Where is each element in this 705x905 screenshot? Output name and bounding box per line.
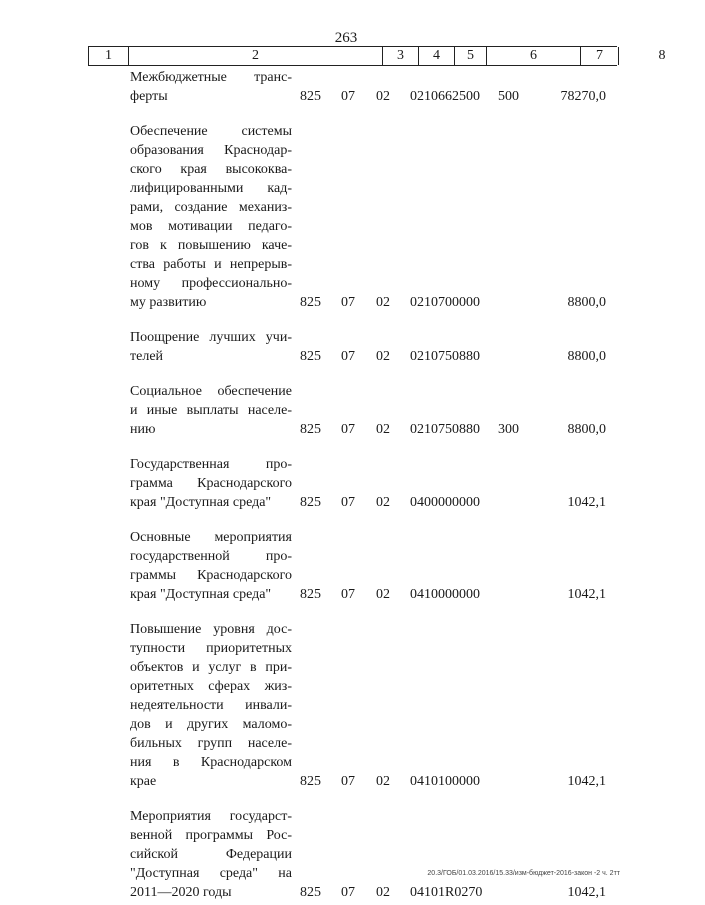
header-col-1: 1 [89, 47, 129, 65]
cell-c3: 825 [300, 885, 321, 900]
cell-c4: 07 [341, 89, 355, 104]
cell-c3: 825 [300, 295, 321, 310]
row-name-line: крае [130, 774, 157, 789]
row-name-line: 2011—2020 годы [130, 885, 232, 900]
row-name-line: лифицированными кад- [130, 181, 292, 196]
cell-c4: 07 [341, 587, 355, 602]
row-name-line: граммы Краснодарского [130, 568, 292, 583]
table-row [0, 328, 640, 366]
cell-c3: 825 [300, 422, 321, 437]
footer-code: 20.3/ГОБ/01.03.2016/15.33/изм-бюджет-2016-закон -2 ч. 2тт [427, 870, 620, 877]
header-col-6: 6 [487, 47, 581, 65]
row-name-line: объектов и услуг в при- [130, 660, 292, 675]
cell-c4: 07 [341, 295, 355, 310]
row-name-line: грамма Краснодарского [130, 476, 292, 491]
row-name-line: ферты [130, 89, 168, 104]
row-name-line: нию [130, 422, 156, 437]
row-name-line: дов и других маломо- [130, 717, 292, 732]
table-row [0, 807, 640, 902]
row-name-line: ства работы и непрерыв- [130, 257, 292, 272]
cell-c3: 825 [300, 89, 321, 104]
row-name-line: ния в Краснодарском [130, 755, 292, 770]
cell-c5: 02 [376, 885, 390, 900]
cell-c4: 07 [341, 774, 355, 789]
row-name-line: недеятельности инвали- [130, 698, 292, 713]
cell-c5: 02 [376, 422, 390, 437]
cell-c5: 02 [376, 495, 390, 510]
table-row [0, 620, 640, 791]
cell-c8: 1042,1 [567, 495, 606, 510]
cell-c8: 1042,1 [567, 587, 606, 602]
row-name-line: Государственная про- [130, 457, 292, 472]
cell-c4: 07 [341, 422, 355, 437]
table-row [0, 122, 640, 312]
cell-c8: 8800,0 [567, 349, 606, 364]
row-name-line: Повышение уровня дос- [130, 622, 292, 637]
header-col-7: 7 [581, 47, 619, 65]
cell-c6: 0210662500 [410, 89, 480, 104]
cell-c5: 02 [376, 89, 390, 104]
row-name-line: Основные мероприятия [130, 530, 292, 545]
row-name-line: Социальное обеспечение [130, 384, 292, 399]
cell-c6: 0410000000 [410, 587, 480, 602]
table-row [0, 455, 640, 512]
cell-c8: 1042,1 [567, 885, 606, 900]
cell-c6: 0210750880 [410, 349, 480, 364]
header-col-8: 8 [658, 48, 666, 63]
table-row [0, 382, 640, 439]
cell-c3: 825 [300, 774, 321, 789]
cell-c5: 02 [376, 349, 390, 364]
row-name-line: Мероприятия государст- [130, 809, 292, 824]
header-col-4: 4 [419, 47, 455, 65]
row-name-line: государственной про- [130, 549, 292, 564]
row-name-line: оритетных сферах жиз- [130, 679, 292, 694]
cell-c6: 0210750880 [410, 422, 480, 437]
row-name-line: сийской Федерации [130, 847, 292, 862]
row-name-line: "Доступная среда" на [130, 866, 292, 881]
row-name-line: ному профессионально- [130, 276, 292, 291]
row-name-line: образования Краснодар- [130, 143, 292, 158]
row-name-line: ского края высококва- [130, 162, 292, 177]
row-name [130, 455, 292, 512]
cell-c8: 78270,0 [560, 89, 606, 104]
row-name-line: рами, создание механиз- [130, 200, 292, 215]
row-name-line: и иные выплаты населе- [130, 403, 292, 418]
row-name-line: гов к повышению каче- [130, 238, 292, 253]
row-name [130, 68, 292, 106]
page-number: 263 [334, 30, 358, 46]
header-col-2: 2 [129, 47, 383, 65]
table-row [0, 68, 640, 106]
cell-c6: 0210700000 [410, 295, 480, 310]
row-name-line: Обеспечение системы [130, 124, 292, 139]
cell-c6: 04101R0270 [410, 885, 483, 900]
cell-c5: 02 [376, 774, 390, 789]
row-name-line: тупности приоритетных [130, 641, 292, 656]
row-name [130, 328, 292, 366]
cell-c5: 02 [376, 295, 390, 310]
row-name [130, 122, 292, 312]
cell-c8: 8800,0 [567, 295, 606, 310]
row-name [130, 382, 292, 439]
cell-c4: 07 [341, 349, 355, 364]
row-name-line: венной программы Рос- [130, 828, 292, 843]
cell-c3: 825 [300, 349, 321, 364]
cell-c4: 07 [341, 495, 355, 510]
header-col-5: 5 [455, 47, 487, 65]
row-name-line: бильных групп населе- [130, 736, 292, 751]
cell-c7: 300 [498, 422, 519, 437]
row-name-line: Поощрение лучших учи- [130, 330, 292, 345]
header-col-3: 3 [383, 47, 419, 65]
row-name-line: му развитию [130, 295, 207, 310]
cell-c8: 8800,0 [567, 422, 606, 437]
cell-c6: 0400000000 [410, 495, 480, 510]
table-row [0, 528, 640, 604]
cell-c6: 0410100000 [410, 774, 480, 789]
row-name-line: Межбюджетные транс- [130, 70, 292, 85]
table-header [88, 46, 666, 66]
row-name-line: мов мотивации педаго- [130, 219, 292, 234]
row-name [130, 528, 292, 604]
row-name-line: края "Доступная среда" [130, 495, 272, 510]
cell-c7: 500 [498, 89, 519, 104]
row-name [130, 620, 292, 791]
cell-c5: 02 [376, 587, 390, 602]
row-name-line: телей [130, 349, 164, 364]
cell-c8: 1042,1 [567, 774, 606, 789]
row-name [130, 807, 292, 902]
cell-c3: 825 [300, 495, 321, 510]
cell-c4: 07 [341, 885, 355, 900]
cell-c3: 825 [300, 587, 321, 602]
row-name-line: края "Доступная среда" [130, 587, 272, 602]
